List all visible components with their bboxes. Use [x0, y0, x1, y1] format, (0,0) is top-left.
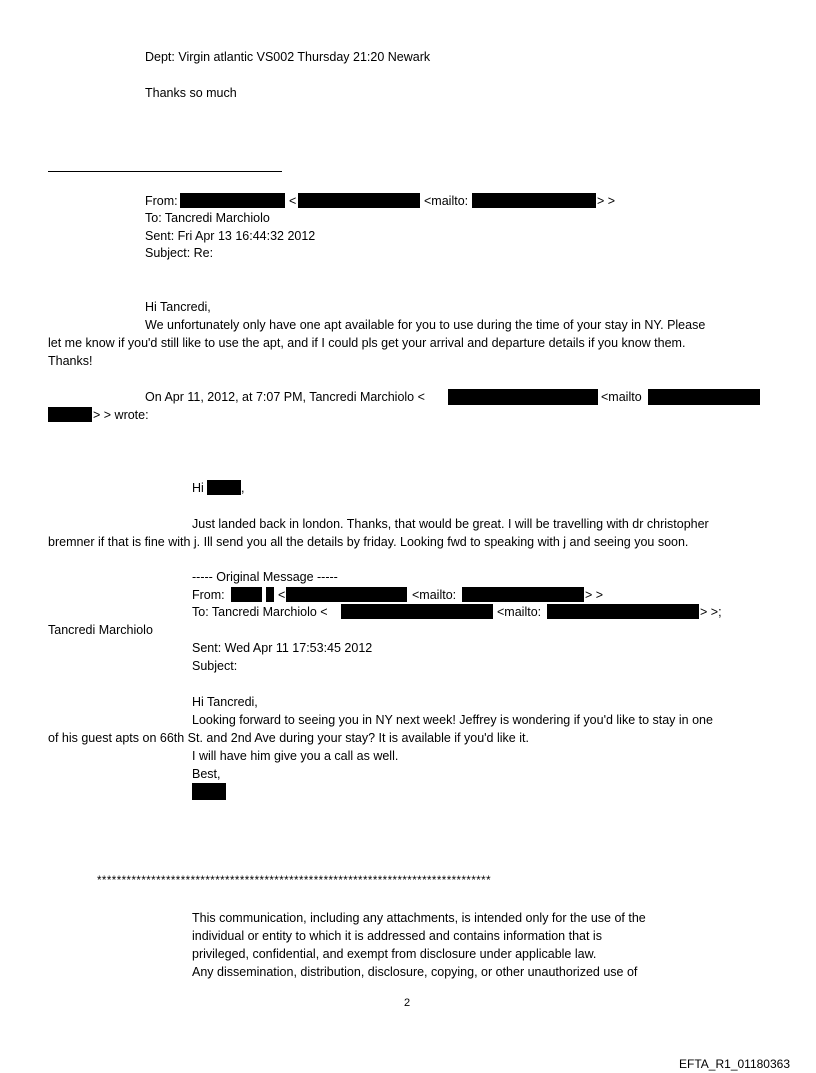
- redaction-box: [298, 193, 420, 208]
- email3-from-close: > >: [585, 588, 604, 602]
- redaction-box: [448, 389, 598, 405]
- redaction-box: [648, 389, 760, 405]
- email3-body-line: of his guest apts on 66th St. and 2nd Ave during your stay? It is available if you'd like it.: [48, 731, 529, 745]
- email3-body-line: Looking forward to seeing you in NY next week! Jeffrey is wondering if you'd like to stay in one: [192, 713, 713, 727]
- email3-signoff: Best,: [192, 767, 221, 781]
- email1-from-lt: <: [289, 194, 297, 208]
- email1-body-line: let me know if you'd still like to use the apt, and if I could pls get your arrival and departure details if you know them.: [48, 336, 686, 350]
- email3-greeting: Hi Tancredi,: [192, 695, 258, 709]
- email3-from-lt: <: [278, 588, 286, 602]
- email1-quote-mailto: <mailto: [601, 390, 642, 404]
- redaction-box: [266, 587, 274, 602]
- email2-greeting-comma: ,: [241, 481, 245, 495]
- disclaimer-line: Any dissemination, distribution, disclosure, copying, or other unauthorized use of: [192, 965, 638, 979]
- email3-to-label: To: Tancredi Marchiolo <: [192, 605, 328, 619]
- redaction-box: [341, 604, 493, 619]
- email3-from-label: From:: [192, 588, 225, 602]
- redaction-box: [547, 604, 699, 619]
- email3-from-mailto: <mailto:: [412, 588, 457, 602]
- email3-sent: Sent: Wed Apr 11 17:53:45 2012: [192, 641, 373, 655]
- email3-body-line: I will have him give you a call as well.: [192, 749, 399, 763]
- redaction-box: [286, 587, 407, 602]
- redaction-box: [207, 480, 241, 495]
- asterisk-separator: ********************************************************************************: [97, 875, 492, 887]
- email1-body-line: We unfortunately only have one apt available for you to use during the time of your stay in NY. Please: [145, 318, 706, 332]
- disclaimer-line: privileged, confidential, and exempt from disclosure under applicable law.: [192, 947, 597, 961]
- email1-from-label: From:: [145, 194, 178, 208]
- email1-sent: Sent: Fri Apr 13 16:44:32 2012: [145, 229, 316, 243]
- email3-to-close: > >;: [700, 605, 722, 619]
- email2-greeting-hi: Hi: [192, 481, 204, 495]
- email1-quote-line: On Apr 11, 2012, at 7:07 PM, Tancredi Marchiolo <: [145, 390, 425, 404]
- email3-to-cont: Tancredi Marchiolo: [48, 623, 153, 637]
- email2-body-line: Just landed back in london. Thanks, that would be great. I will be travelling with dr christopher: [192, 517, 709, 531]
- email2-body-line: bremner if that is fine with j. Ill send you all the details by friday. Looking fwd to speaking with j and seeing you soon.: [48, 535, 689, 549]
- redaction-box: [231, 587, 262, 602]
- email1-body-line: Thanks!: [48, 354, 93, 368]
- email3-subject: Subject:: [192, 659, 238, 673]
- redaction-box: [180, 193, 285, 208]
- email1-to: To: Tancredi Marchiolo: [145, 211, 270, 225]
- email1-greeting: Hi Tancredi,: [145, 300, 211, 314]
- original-message-header: ----- Original Message -----: [192, 570, 338, 584]
- email3-to-mailto: <mailto:: [497, 605, 542, 619]
- disclaimer-line: This communication, including any attachments, is intended only for the use of the: [192, 911, 646, 925]
- email1-subject: Subject: Re:: [145, 246, 214, 260]
- page-number: 2: [404, 997, 411, 1009]
- email1-quote-wrote: > > wrote:: [93, 408, 149, 422]
- redaction-box: [192, 783, 226, 800]
- redaction-box: [48, 407, 92, 422]
- thanks-line: Thanks so much: [145, 86, 237, 100]
- disclaimer-line: individual or entity to which it is addressed and contains information that is: [192, 929, 602, 943]
- email1-from-mailto: <mailto:: [424, 194, 469, 208]
- redaction-box: [462, 587, 584, 602]
- redaction-box: [472, 193, 596, 208]
- departure-line: Dept: Virgin atlantic VS002 Thursday 21:20 Newark: [145, 50, 431, 64]
- document-id: EFTA_R1_01180363: [679, 1057, 790, 1071]
- divider-rule: [48, 171, 282, 172]
- email1-from-close: > >: [597, 194, 616, 208]
